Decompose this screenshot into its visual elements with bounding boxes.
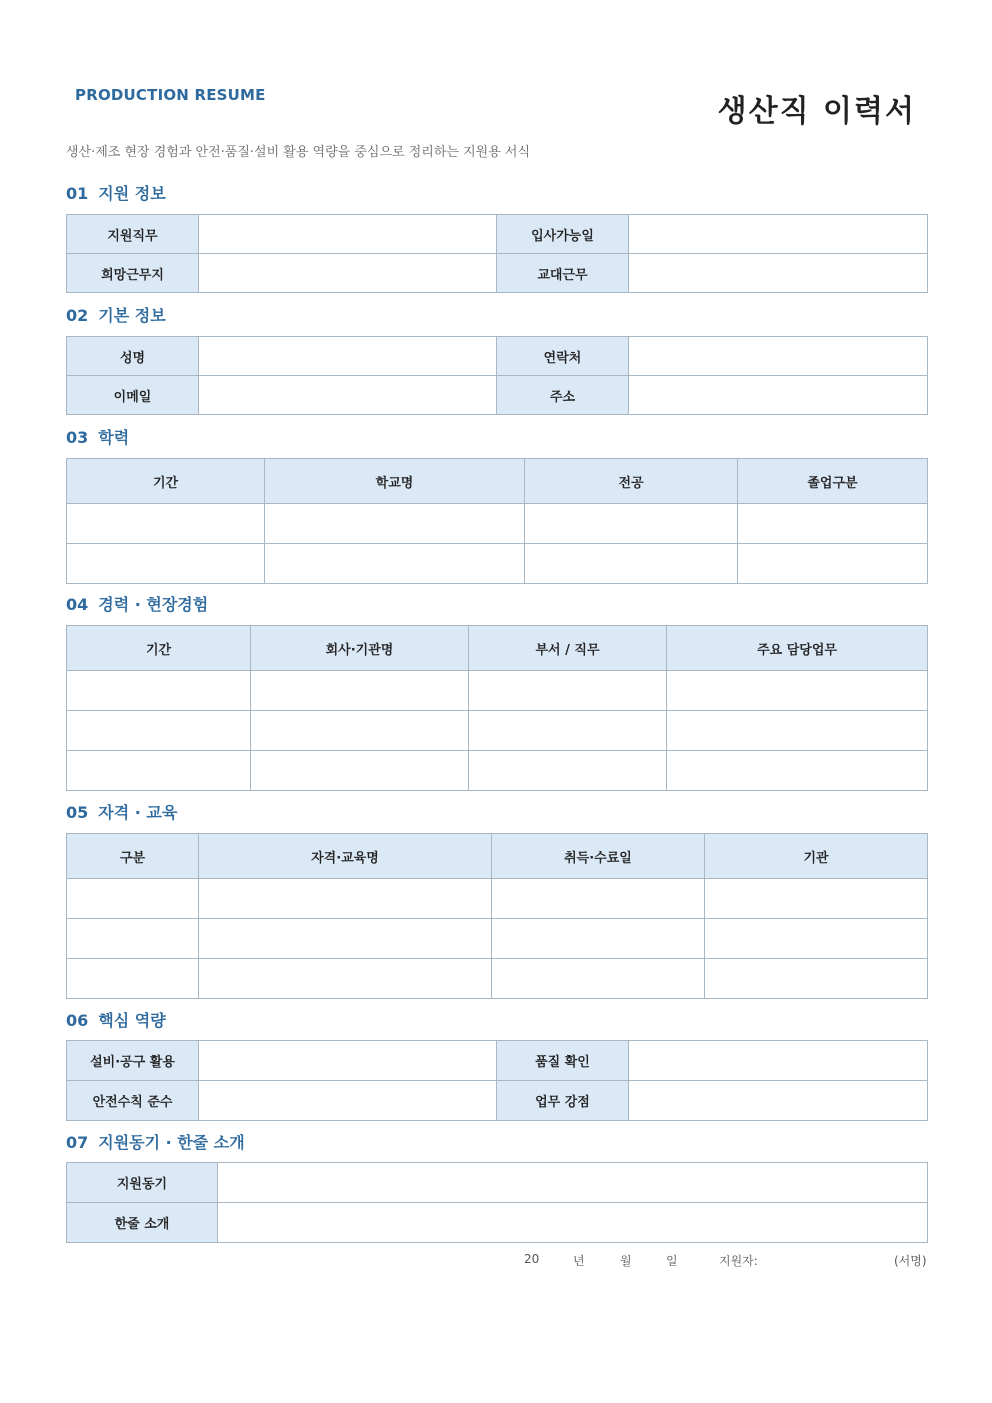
footer-day: 일	[666, 1254, 678, 1268]
section-title-apply	[66, 181, 166, 204]
table-cell[interactable]	[667, 751, 928, 791]
column-header: 부서 / 직무	[469, 626, 667, 671]
section-number: 02	[66, 306, 89, 325]
footer-applicant: 지원자:	[719, 1254, 758, 1268]
section-heading: 기본 정보	[98, 306, 166, 325]
footer-month: 월	[620, 1254, 632, 1268]
section-title-motivation	[66, 1130, 245, 1153]
education-table	[66, 458, 928, 584]
column-header: 구분	[67, 834, 199, 879]
table-cell[interactable]	[492, 879, 705, 919]
motivation-table	[66, 1162, 928, 1243]
table-cell[interactable]	[705, 879, 928, 919]
table-cell[interactable]	[251, 671, 469, 711]
table-cell[interactable]	[67, 504, 265, 544]
input-equipment[interactable]	[199, 1041, 497, 1081]
label-motivation: 지원동기	[67, 1163, 218, 1203]
footer-year-prefix: 20	[524, 1252, 540, 1266]
page-subtitle: 생산·제조 현장 경험과 안전·품질·설비 활용 역량을 중심으로 정리하는 지원용 서식	[66, 145, 531, 160]
table-cell[interactable]	[251, 751, 469, 791]
section-number: 04	[66, 595, 89, 614]
label-name: 성명	[67, 337, 199, 376]
table-row	[67, 879, 928, 919]
section-heading: 학력	[98, 428, 130, 447]
section-title-career	[66, 592, 208, 615]
section-heading: 자격 · 교육	[98, 803, 178, 822]
table-cell[interactable]	[67, 711, 251, 751]
table-cell[interactable]	[199, 919, 492, 959]
table-cell[interactable]	[67, 879, 199, 919]
table-cell[interactable]	[525, 504, 738, 544]
label-intro: 한줄 소개	[67, 1203, 218, 1243]
section-title-basic	[66, 303, 166, 326]
column-header: 전공	[525, 459, 738, 504]
page-title: 생산직 이력서	[717, 94, 916, 129]
input-shift[interactable]	[629, 254, 928, 293]
input-start-date[interactable]	[629, 215, 928, 254]
table-cell[interactable]	[705, 919, 928, 959]
table-cell[interactable]	[265, 544, 525, 584]
label-location: 희망근무지	[67, 254, 199, 293]
section-heading: 지원 정보	[98, 184, 166, 203]
label-start-date: 입사가능일	[497, 215, 629, 254]
table-row	[67, 544, 928, 584]
label-contact: 연락처	[497, 337, 629, 376]
footer-year: 년	[573, 1254, 585, 1268]
label-email: 이메일	[67, 376, 199, 415]
section-heading: 경력 · 현장경험	[98, 595, 209, 614]
label-address: 주소	[497, 376, 629, 415]
input-motivation[interactable]	[218, 1163, 928, 1203]
basic-info-table	[66, 336, 928, 415]
label-shift: 교대근무	[497, 254, 629, 293]
column-header: 기관	[705, 834, 928, 879]
section-number: 06	[66, 1011, 89, 1030]
column-header: 주요 담당업무	[667, 626, 928, 671]
table-cell[interactable]	[738, 504, 928, 544]
table-cell[interactable]	[469, 671, 667, 711]
table-row	[67, 711, 928, 751]
table-cell[interactable]	[199, 879, 492, 919]
table-row	[67, 504, 928, 544]
header-label-en: PRODUCTION RESUME	[75, 86, 266, 104]
table-row	[67, 671, 928, 711]
input-address[interactable]	[629, 376, 928, 415]
input-intro[interactable]	[218, 1203, 928, 1243]
column-header: 기간	[67, 459, 265, 504]
table-cell[interactable]	[667, 671, 928, 711]
table-cell[interactable]	[667, 711, 928, 751]
table-cell[interactable]	[492, 959, 705, 999]
input-location[interactable]	[199, 254, 497, 293]
input-safety[interactable]	[199, 1081, 497, 1121]
table-cell[interactable]	[67, 919, 199, 959]
input-quality[interactable]	[629, 1041, 928, 1081]
column-header: 기간	[67, 626, 251, 671]
section-title-education	[66, 425, 129, 448]
section-heading: 지원동기 · 한줄 소개	[98, 1133, 245, 1152]
table-cell[interactable]	[67, 959, 199, 999]
label-strength: 업무 강점	[497, 1081, 629, 1121]
input-contact[interactable]	[629, 337, 928, 376]
table-cell[interactable]	[265, 504, 525, 544]
table-cell[interactable]	[705, 959, 928, 999]
label-quality: 품질 확인	[497, 1041, 629, 1081]
column-header: 취득·수료일	[492, 834, 705, 879]
table-cell[interactable]	[67, 751, 251, 791]
column-header: 자격·교육명	[199, 834, 492, 879]
footer-signature: (서명)	[894, 1254, 927, 1268]
section-number: 03	[66, 428, 89, 447]
label-safety: 안전수칙 준수	[67, 1081, 199, 1121]
table-cell[interactable]	[492, 919, 705, 959]
section-heading: 핵심 역량	[98, 1011, 166, 1030]
table-cell[interactable]	[525, 544, 738, 584]
career-table	[66, 625, 928, 791]
section-title-certificates	[66, 800, 177, 823]
column-header: 학교명	[265, 459, 525, 504]
competency-table	[66, 1040, 928, 1121]
table-row	[67, 959, 928, 999]
input-name[interactable]	[199, 337, 497, 376]
column-header: 졸업구분	[738, 459, 928, 504]
table-cell[interactable]	[469, 711, 667, 751]
apply-info-table	[66, 214, 928, 293]
certificates-table	[66, 833, 928, 999]
table-row	[67, 919, 928, 959]
input-position[interactable]	[199, 215, 497, 254]
input-email[interactable]	[199, 376, 497, 415]
table-cell[interactable]	[738, 544, 928, 584]
section-number: 05	[66, 803, 89, 822]
label-position: 지원직무	[67, 215, 199, 254]
table-row	[67, 751, 928, 791]
column-header: 회사·기관명	[251, 626, 469, 671]
table-cell[interactable]	[67, 544, 265, 584]
label-equipment: 설비·공구 활용	[67, 1041, 199, 1081]
section-number: 01	[66, 184, 89, 203]
section-title-competency	[66, 1008, 166, 1031]
table-cell[interactable]	[199, 959, 492, 999]
table-cell[interactable]	[251, 711, 469, 751]
table-cell[interactable]	[469, 751, 667, 791]
section-number: 07	[66, 1133, 89, 1152]
table-cell[interactable]	[67, 671, 251, 711]
input-strength[interactable]	[629, 1081, 928, 1121]
